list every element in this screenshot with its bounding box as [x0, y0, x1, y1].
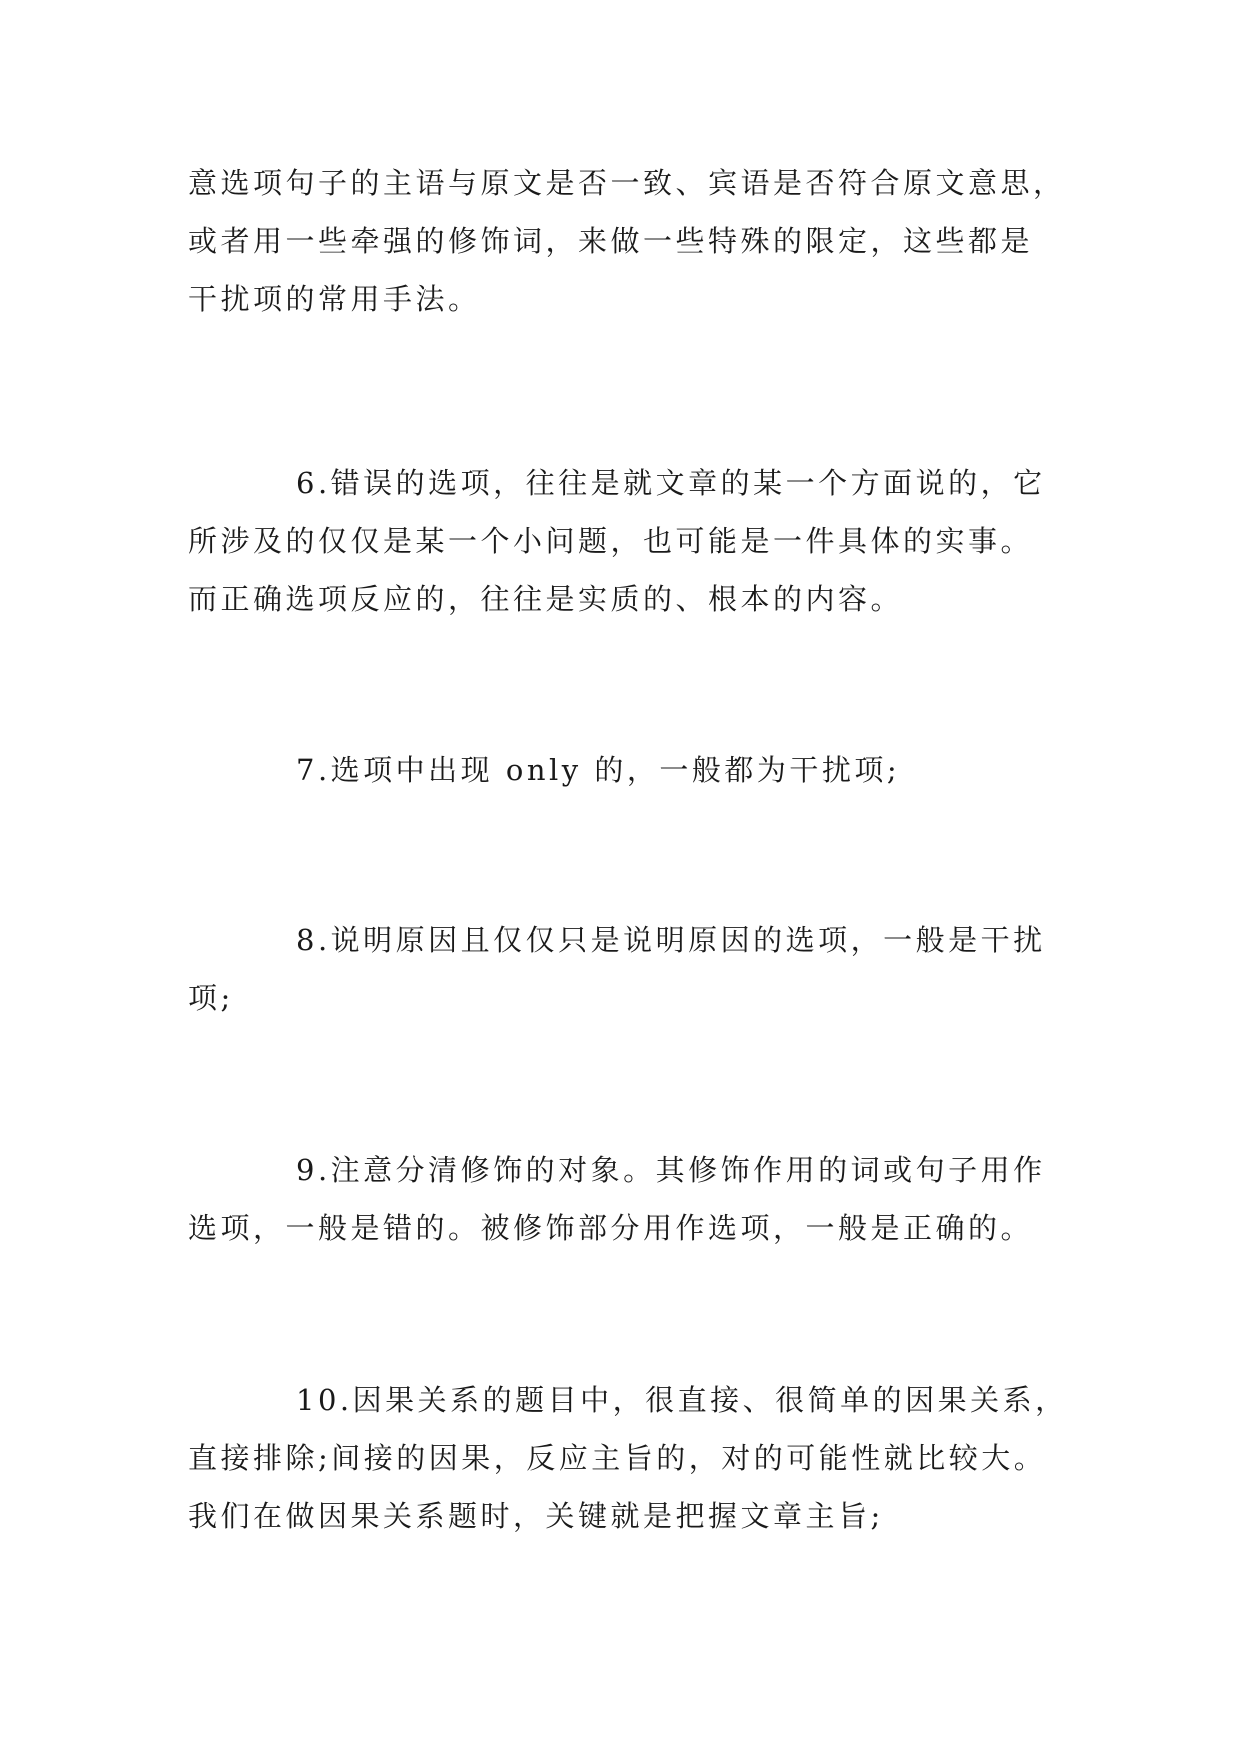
text-line: 而正确选项反应的，往往是实质的、根本的内容。	[188, 582, 904, 616]
text-line: 选项，一般是错的。被修饰部分用作选项，一般是正确的。	[188, 1211, 1034, 1245]
text-line: 10.因果关系的题目中，很直接、很简单的因果关系，	[296, 1383, 1068, 1417]
text-line: 所涉及的仅仅是某一个小问题，也可能是一件具体的实事。	[188, 524, 1034, 558]
text-line: 8.说明原因且仅仅只是说明原因的选项，一般是干扰	[296, 923, 1046, 957]
paragraph-item-7	[188, 741, 1078, 799]
text-line: 项;	[188, 981, 234, 1015]
text-line: 或者用一些牵强的修饰词，来做一些特殊的限定，这些都是	[188, 224, 1034, 258]
paragraph-item-10	[188, 1371, 1078, 1545]
text-line: 9.注意分清修饰的对象。其修饰作用的词或句子用作	[296, 1153, 1046, 1187]
text-line: 干扰项的常用手法。	[188, 282, 481, 316]
text-line: 7.选项中出现 only 的，一般都为干扰项;	[296, 753, 901, 787]
paragraph-item-6	[188, 454, 1078, 628]
text-line: 意选项句子的主语与原文是否一致、宾语是否符合原文意思，	[188, 166, 1066, 200]
text-line: 直接排除;间接的因果，反应主旨的，对的可能性就比较大。	[188, 1441, 1047, 1475]
paragraph-item-9	[188, 1141, 1078, 1257]
paragraph-item-8	[188, 911, 1078, 1027]
text-line: 6.错误的选项，往往是就文章的某一个方面说的，它	[296, 466, 1046, 500]
text-line: 我们在做因果关系题时，关键就是把握文章主旨;	[188, 1499, 884, 1533]
paragraph-continuation	[188, 154, 1078, 328]
